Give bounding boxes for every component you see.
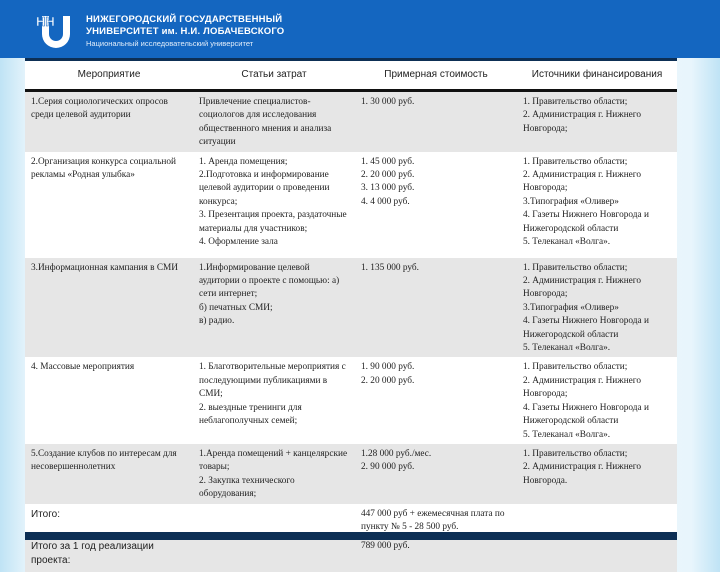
- price-line: 1. 30 000 руб.: [361, 97, 415, 107]
- total-label: Итого:: [31, 508, 60, 520]
- sources-line: 1. Правительство области;: [523, 262, 628, 273]
- price-cell: [355, 444, 517, 504]
- sources-line: 4. Газеты Нижнего Новгорода и Нижегородской области: [523, 316, 649, 340]
- sources-cell: [517, 152, 677, 258]
- sources-cell: [517, 258, 677, 358]
- sources-line: 3.Типография «Оливер»: [523, 302, 619, 313]
- budget-table: [25, 61, 677, 572]
- event-cell: 3.Информационная кампания в СМИ: [25, 258, 193, 358]
- price-cell: [355, 152, 517, 258]
- sources-line: 1. Правительство области;: [523, 97, 628, 107]
- table-header-row: [25, 61, 677, 91]
- sources-cell: [517, 444, 677, 504]
- costs-line: в) радио.: [199, 316, 235, 327]
- price-line: 1. 135 000 руб.: [361, 262, 419, 273]
- sources-line: 3.Типография «Оливер»: [523, 196, 619, 207]
- year-total-value: 789 000 руб.: [355, 536, 517, 572]
- costs-cell: [193, 152, 355, 258]
- price-line: 1. 45 000 руб.: [361, 156, 415, 167]
- sources-line: 2. Администрация г. Нижнего Новгорода;: [523, 375, 642, 400]
- budget-table-panel: [25, 58, 677, 566]
- table-row: [25, 91, 677, 152]
- table-row: [25, 357, 677, 443]
- column-header-event: Мероприятие: [25, 61, 193, 91]
- header-bar: [0, 0, 720, 58]
- university-name: [86, 14, 284, 49]
- sources-line: 1. Правительство области;: [523, 362, 628, 373]
- table-row: [25, 444, 677, 504]
- price-line: 2. 90 000 руб.: [361, 462, 415, 473]
- event-cell: 4. Массовые мероприятия: [31, 362, 135, 373]
- sources-line: 5. Телеканал «Волга».: [523, 343, 611, 354]
- costs-line: 2.Подготовка и информирование целевой аудитории о проведении конкурса;: [199, 170, 330, 207]
- price-line: 1.28 000 руб./мес.: [361, 448, 432, 459]
- sources-line: 1. Правительство области;: [523, 156, 628, 167]
- costs-line: 2. выездные тренинги для неблагополучных семей;: [199, 402, 302, 427]
- table-row: [25, 152, 677, 258]
- column-header-costs: Статьи затрат: [193, 61, 355, 91]
- price-line: 4. 4 000 руб.: [361, 196, 410, 207]
- costs-line: 1.Аренда помещений + канцелярские товары;: [199, 448, 348, 473]
- sources-line: 2. Администрация г. Нижнего Новгорода;: [523, 276, 642, 300]
- costs-line: 1. Аренда помещения;: [199, 156, 288, 167]
- price-cell: [355, 357, 517, 443]
- footer-bar: [25, 532, 677, 540]
- costs-cell: [193, 258, 355, 358]
- price-cell: [355, 258, 517, 358]
- costs-line: 2. Закупка технического оборудования;: [199, 475, 295, 500]
- price-cell: [355, 91, 517, 152]
- costs-line: б) печатных СМИ;: [199, 302, 273, 313]
- costs-line: 1.Информирование целевой аудитории о проекте с помощью: а) сети интернет;: [199, 262, 340, 300]
- university-name-line2: УНИВЕРСИТЕТ им. Н.И. ЛОБАЧЕВСКОГО: [86, 26, 285, 37]
- costs-line: 4. Оформление зала: [199, 237, 278, 248]
- total-value: 447 000 руб + ежемесячная плата по пункту № 5 - 28 500 руб.: [361, 508, 505, 532]
- table-row: [25, 258, 677, 358]
- column-header-sources: Источники финансирования: [517, 61, 677, 91]
- sources-line: 5. Телеканал «Волга».: [523, 429, 611, 440]
- price-line: 3. 13 000 руб.: [361, 183, 415, 194]
- costs-cell: [193, 444, 355, 504]
- svg-text:НН: НН: [36, 14, 55, 29]
- price-line: 2. 20 000 руб.: [361, 170, 415, 181]
- column-header-price: Примерная стоимость: [355, 61, 517, 91]
- sources-line: 2. Администрация г. Нижнего Новгорода.: [523, 462, 642, 486]
- sources-line: 4. Газеты Нижнего Новгорода и Нижегородской области: [523, 402, 649, 427]
- university-name-line1: НИЖЕГОРОДСКИЙ ГОСУДАРСТВЕННЫЙ: [86, 14, 283, 25]
- costs-cell: [193, 91, 355, 152]
- sources-line: 5. Телеканал «Волга».: [523, 237, 611, 248]
- sources-line: 4. Газеты Нижнего Новгорода и Нижегородской области: [523, 210, 649, 234]
- year-total-label: Итого за 1 год реализации проекта:: [25, 536, 193, 572]
- costs-line: Привлечение специалистов-социологов для исследования общественного мнения и анализа ситуации: [199, 97, 332, 148]
- year-total-row: [25, 536, 677, 572]
- sources-line: 1. Правительство области;: [523, 448, 628, 459]
- event-cell: 5.Создание клубов по интересам для несовершеннолетних: [25, 444, 193, 504]
- costs-line: 3. Презентация проекта, раздаточные материалы для участников;: [199, 210, 347, 234]
- university-subtitle: Национальный исследовательский университет: [86, 39, 254, 48]
- event-cell: 1.Серия социологических опросов среди целевой аудитории: [25, 91, 193, 152]
- sources-cell: [517, 91, 677, 152]
- sources-line: 2. Администрация г. Нижнего Новгорода;: [523, 110, 642, 134]
- price-line: 1. 90 000 руб.: [361, 362, 415, 373]
- sources-line: 2. Администрация г. Нижнего Новгорода;: [523, 170, 642, 194]
- price-line: 2. 20 000 руб.: [361, 375, 415, 386]
- university-logo-icon: [34, 10, 78, 52]
- sources-cell: [517, 357, 677, 443]
- event-cell: 2.Организация конкурса социальной рекламы «Родная улыбка»: [31, 156, 177, 181]
- costs-cell: [193, 357, 355, 443]
- costs-line: 1. Благотворительные мероприятия с последующими публикациями в СМИ;: [199, 362, 346, 400]
